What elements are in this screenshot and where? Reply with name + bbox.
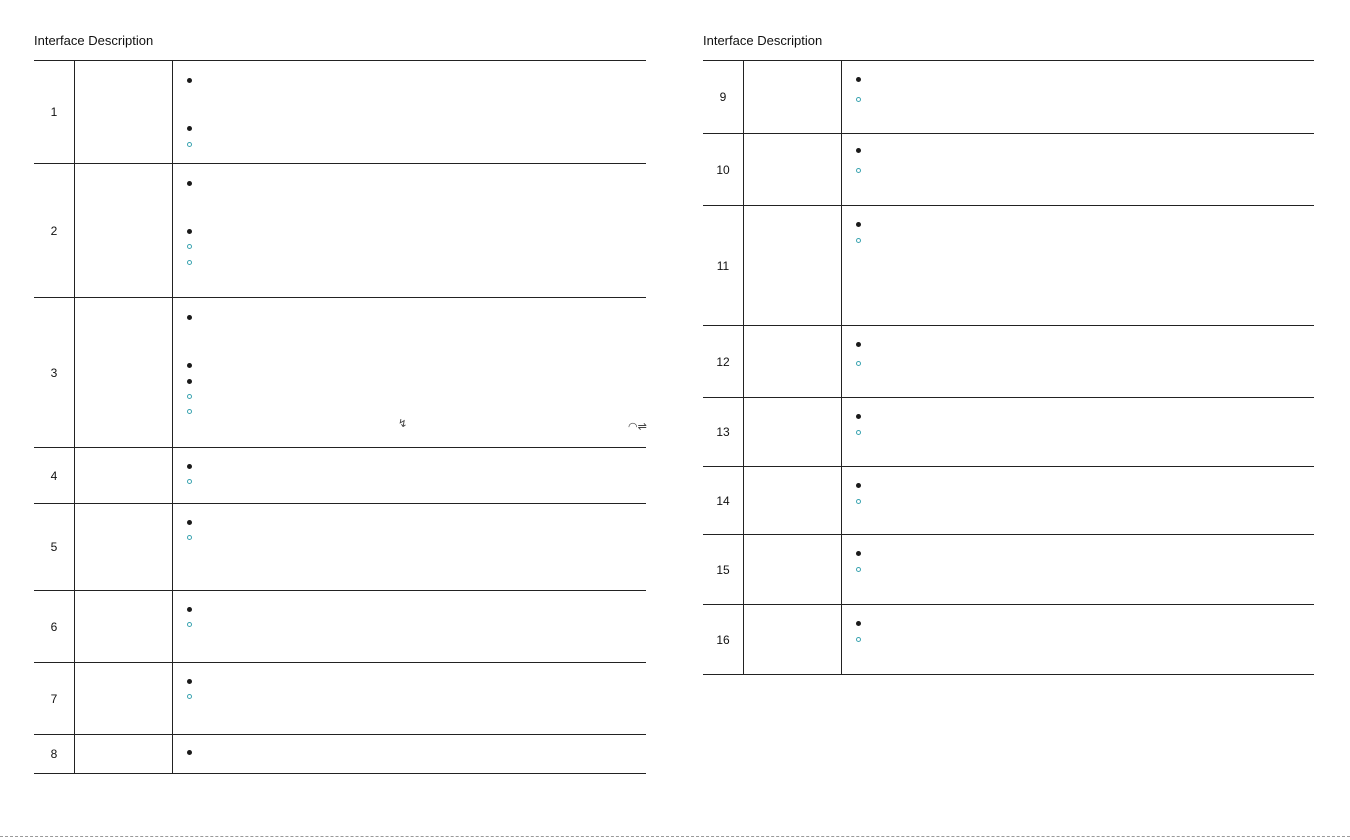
name-cell (75, 663, 173, 734)
interface-table (34, 60, 646, 774)
table-row (703, 534, 1314, 604)
bullet-point (856, 483, 861, 488)
bullet-point (187, 464, 192, 469)
description-cell (173, 298, 646, 447)
row-number: 14 (703, 467, 744, 534)
description-cell (173, 61, 646, 163)
row-number: 13 (703, 398, 744, 466)
name-cell (744, 61, 842, 133)
description-cell (842, 605, 1314, 674)
sub-bullet-point (856, 97, 861, 102)
row-number: 3 (34, 298, 75, 447)
bullet-point (187, 750, 192, 755)
table-row (34, 163, 646, 297)
name-cell (75, 298, 173, 447)
description-cell (842, 535, 1314, 604)
description-cell (842, 134, 1314, 205)
name-cell (744, 326, 842, 397)
panel-title: Interface Description (34, 33, 154, 48)
description-cell (842, 467, 1314, 534)
sub-bullet-point (187, 694, 192, 699)
sub-bullet-point (187, 260, 192, 265)
row-number: 8 (34, 735, 75, 773)
row-number: 7 (34, 663, 75, 734)
sub-bullet-point (187, 409, 192, 414)
description-cell (842, 206, 1314, 325)
row-number: 5 (34, 504, 75, 590)
row-number: 2 (34, 164, 75, 297)
sub-bullet-point (856, 567, 861, 572)
table-row (34, 503, 646, 590)
sub-bullet-point (187, 622, 192, 627)
name-cell (75, 448, 173, 503)
bullet-point (187, 78, 192, 83)
name-cell (75, 61, 173, 163)
description-cell (173, 448, 646, 503)
charging-plug-icon: ↯ (398, 418, 408, 430)
sub-bullet-point (187, 479, 192, 484)
description-cell (842, 398, 1314, 466)
name-cell (744, 134, 842, 205)
sub-bullet-point (856, 430, 861, 435)
sub-bullet-point (856, 238, 861, 243)
usb-cable-icon: ◠⇌ (628, 421, 647, 433)
table-row (703, 61, 1314, 133)
bullet-point (856, 342, 861, 347)
bullet-point (187, 126, 192, 131)
sub-bullet-point (187, 535, 192, 540)
row-number: 11 (703, 206, 744, 325)
description-cell (842, 326, 1314, 397)
sub-bullet-point (856, 499, 861, 504)
name-cell (75, 591, 173, 662)
description-cell (173, 663, 646, 734)
row-number: 4 (34, 448, 75, 503)
bullet-point (187, 379, 192, 384)
description-cell (842, 61, 1314, 133)
table-row (34, 447, 646, 503)
row-number: 15 (703, 535, 744, 604)
name-cell (744, 535, 842, 604)
bullet-point (856, 414, 861, 419)
bullet-point (856, 148, 861, 153)
page-edge-rule (0, 836, 1350, 837)
row-number: 10 (703, 134, 744, 205)
bullet-point (187, 181, 192, 186)
panel-title: Interface Description (703, 33, 823, 48)
bullet-point (856, 621, 861, 626)
name-cell (744, 467, 842, 534)
row-number: 12 (703, 326, 744, 397)
table-row (703, 325, 1314, 397)
table-row (34, 297, 646, 447)
bullet-point (856, 222, 861, 227)
name-cell (744, 398, 842, 466)
row-number: 16 (703, 605, 744, 674)
sub-bullet-point (856, 637, 861, 642)
table-row (703, 133, 1314, 205)
description-cell (173, 735, 646, 773)
table-row (34, 61, 646, 163)
bullet-point (187, 229, 192, 234)
sub-bullet-point (856, 168, 861, 173)
bullet-point (187, 363, 192, 368)
sub-bullet-point (187, 142, 192, 147)
name-cell (75, 504, 173, 590)
row-number: 9 (703, 61, 744, 133)
table-row (34, 590, 646, 662)
row-number: 1 (34, 61, 75, 163)
name-cell (744, 605, 842, 674)
description-cell (173, 164, 646, 297)
name-cell (75, 164, 173, 297)
table-row (703, 604, 1314, 674)
table-row (34, 662, 646, 734)
bullet-point (187, 607, 192, 612)
name-cell (75, 735, 173, 773)
bullet-point (856, 77, 861, 82)
bullet-point (187, 679, 192, 684)
table-row (703, 205, 1314, 325)
table-row (703, 397, 1314, 466)
row-number: 6 (34, 591, 75, 662)
table-row (34, 734, 646, 773)
sub-bullet-point (187, 244, 192, 249)
table-row (703, 466, 1314, 534)
sub-bullet-point (856, 361, 861, 366)
bullet-point (187, 520, 192, 525)
name-cell (744, 206, 842, 325)
bullet-point (187, 315, 192, 320)
interface-table (703, 60, 1314, 675)
bullet-point (856, 551, 861, 556)
sub-bullet-point (187, 394, 192, 399)
description-cell (173, 591, 646, 662)
description-cell (173, 504, 646, 590)
